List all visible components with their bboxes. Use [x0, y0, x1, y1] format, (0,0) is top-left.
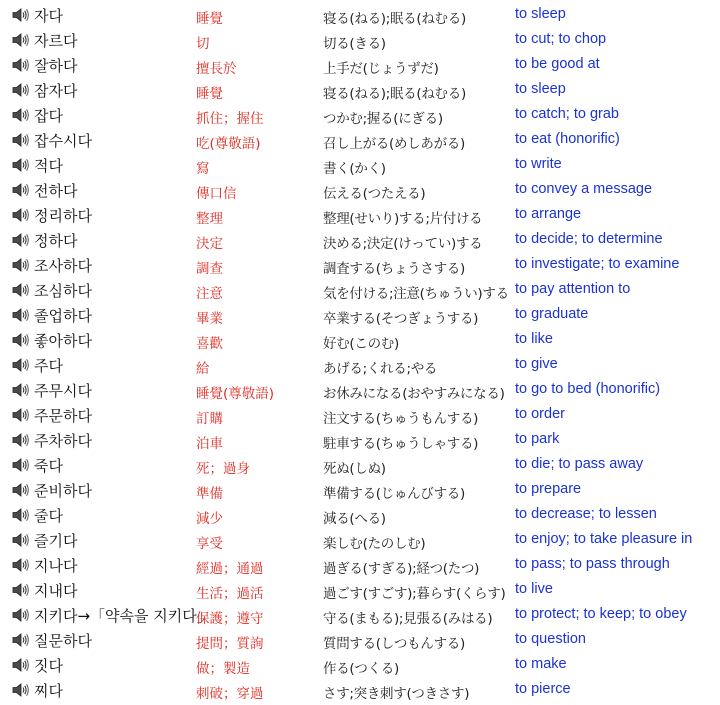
vocab-row-17 — [0, 403, 720, 428]
korean-word: 적다 — [34, 157, 63, 175]
english-meaning: to graduate — [515, 306, 589, 322]
hanja-word: 整理 — [196, 211, 223, 227]
english-meaning: to cut; to chop — [515, 31, 607, 47]
japanese-word: 質問する(しつもんする) — [323, 636, 465, 652]
speaker-icon[interactable] — [12, 658, 30, 672]
hanja-word: 寫 — [196, 161, 210, 177]
vocab-row-23 — [0, 553, 720, 578]
vocab-row-20 — [0, 478, 720, 503]
japanese-word: 切る(きる) — [323, 36, 386, 52]
vocab-row-25 — [0, 603, 720, 628]
hanja-word: 刺破；穿過 — [196, 686, 264, 702]
korean-word: 조심하다 — [34, 282, 92, 300]
japanese-word: 上手だ(じょうずだ) — [323, 61, 439, 77]
english-meaning: to live — [515, 581, 553, 597]
japanese-word: 卒業する(そつぎょうする) — [323, 311, 479, 327]
vocab-row-3 — [0, 53, 720, 78]
korean-word: 좋아하다 — [34, 332, 92, 350]
hanja-word: 給 — [196, 361, 210, 377]
hanja-word: 調查 — [196, 261, 223, 277]
korean-word: 졸업하다 — [34, 307, 92, 325]
japanese-word: あげる;くれる;やる — [323, 361, 438, 377]
japanese-word: 注文する(ちゅうもんする) — [323, 411, 479, 427]
vocab-row-4 — [0, 78, 720, 103]
korean-word: 지내다 — [34, 582, 78, 600]
speaker-icon[interactable] — [12, 83, 30, 97]
korean-word: 지나다 — [34, 557, 78, 575]
korean-word: 즐기다 — [34, 532, 78, 550]
speaker-icon[interactable] — [12, 308, 30, 322]
speaker-icon[interactable] — [12, 533, 30, 547]
vocab-row-27 — [0, 653, 720, 678]
korean-word: 잡다 — [34, 107, 63, 125]
english-meaning: to give — [515, 356, 558, 372]
vocab-row-6 — [0, 128, 720, 153]
english-meaning: to go to bed (honorific) — [515, 381, 661, 397]
japanese-word: 寝る(ねる);眠る(ねむる) — [323, 11, 466, 27]
korean-word: 죽다 — [34, 457, 63, 475]
hanja-word: 提問；質詢 — [196, 636, 264, 652]
korean-word: 잘하다 — [34, 57, 78, 75]
hanja-word: 訂購 — [196, 411, 223, 427]
english-meaning: to protect; to keep; to obey — [515, 606, 687, 622]
speaker-icon[interactable] — [12, 108, 30, 122]
hanja-word: 做；製造 — [196, 661, 250, 677]
japanese-word: 駐車する(ちゅうしゃする) — [323, 436, 479, 452]
speaker-icon[interactable] — [12, 458, 30, 472]
english-meaning: to enjoy; to take pleasure in — [515, 531, 693, 547]
korean-word: 잠자다 — [34, 82, 78, 100]
english-meaning: to investigate; to examine — [515, 256, 680, 272]
english-meaning: to decrease; to lessen — [515, 506, 657, 522]
hanja-word: 生活；過活 — [196, 586, 264, 602]
vocab-row-16 — [0, 378, 720, 403]
japanese-word: 作る(つくる) — [323, 661, 399, 677]
korean-word: 주차하다 — [34, 432, 92, 450]
korean-word: 정하다 — [34, 232, 78, 250]
hanja-word: 享受 — [196, 536, 223, 552]
english-meaning: to decide; to determine — [515, 231, 663, 247]
vocab-row-13 — [0, 303, 720, 328]
japanese-word: お休みになる(おやすみになる) — [323, 386, 505, 402]
japanese-word: 過ぎる(すぎる);経つ(たつ) — [323, 561, 480, 577]
speaker-icon[interactable] — [12, 683, 30, 697]
english-meaning: to question — [515, 631, 586, 647]
vocab-row-19 — [0, 453, 720, 478]
speaker-icon[interactable] — [12, 558, 30, 572]
japanese-word: 調査する(ちょうさする) — [323, 261, 465, 277]
speaker-icon[interactable] — [12, 633, 30, 647]
speaker-icon[interactable] — [12, 433, 30, 447]
hanja-word: 死；過身 — [196, 461, 250, 477]
english-meaning: to die; to pass away — [515, 456, 644, 472]
vocab-row-21 — [0, 503, 720, 528]
speaker-icon[interactable] — [12, 58, 30, 72]
vocab-row-24 — [0, 578, 720, 603]
speaker-icon[interactable] — [12, 158, 30, 172]
english-meaning: to eat (honorific) — [515, 131, 620, 147]
speaker-icon[interactable] — [12, 258, 30, 272]
english-meaning: to arrange — [515, 206, 582, 222]
speaker-icon[interactable] — [12, 333, 30, 347]
vocab-row-9 — [0, 203, 720, 228]
japanese-word: 召し上がる(めしあがる) — [323, 136, 465, 152]
hanja-word: 經過；通過 — [196, 561, 264, 577]
english-meaning: to sleep — [515, 81, 566, 97]
japanese-word: 過ごす(すごす);暮らす(くらす) — [323, 586, 506, 602]
english-meaning: to make — [515, 656, 567, 672]
korean-word: 지키다→「약속을 지키다」 — [34, 607, 212, 625]
japanese-word: 減る(へる) — [323, 511, 386, 527]
korean-word: 주무시다 — [34, 382, 92, 400]
hanja-word: 減少 — [196, 511, 223, 527]
vocabulary-list — [0, 3, 720, 703]
english-meaning: to convey a message — [515, 181, 653, 197]
speaker-icon[interactable] — [12, 358, 30, 372]
speaker-icon[interactable] — [12, 33, 30, 47]
vocab-row-5 — [0, 103, 720, 128]
speaker-icon[interactable] — [12, 208, 30, 222]
hanja-word: 吃(尊敬語) — [196, 136, 261, 152]
japanese-word: さす;突き刺す(つきさす) — [323, 686, 470, 702]
vocab-row-26 — [0, 628, 720, 653]
vocab-row-2 — [0, 28, 720, 53]
japanese-word: 死ぬ(しぬ) — [323, 461, 386, 477]
japanese-word: 書く(かく) — [323, 161, 386, 177]
korean-word: 질문하다 — [34, 632, 92, 650]
korean-word: 조사하다 — [34, 257, 92, 275]
hanja-word: 睡覺 — [196, 11, 223, 27]
korean-word: 주문하다 — [34, 407, 92, 425]
english-meaning: to order — [515, 406, 565, 422]
speaker-icon[interactable] — [12, 583, 30, 597]
english-meaning: to pay attention to — [515, 281, 631, 297]
speaker-icon[interactable] — [12, 8, 30, 22]
korean-word: 찌다 — [34, 682, 63, 700]
speaker-icon[interactable] — [12, 383, 30, 397]
japanese-word: 決める;決定(けってい)する — [323, 236, 483, 252]
korean-word: 자르다 — [34, 32, 78, 50]
english-meaning: to catch; to grab — [515, 106, 619, 122]
english-meaning: to write — [515, 156, 562, 172]
speaker-icon[interactable] — [12, 408, 30, 422]
japanese-word: 気を付ける;注意(ちゅうい)する — [323, 286, 509, 302]
vocab-row-18 — [0, 428, 720, 453]
speaker-icon[interactable] — [12, 508, 30, 522]
english-meaning: to be good at — [515, 56, 600, 72]
japanese-word: 整理(せいり)する;片付ける — [323, 211, 483, 227]
vocab-row-10 — [0, 228, 720, 253]
korean-word: 짓다 — [34, 657, 63, 675]
hanja-word: 抓住；握住 — [196, 111, 264, 127]
vocab-row-7 — [0, 153, 720, 178]
hanja-word: 睡覺 — [196, 86, 223, 102]
vocab-row-14 — [0, 328, 720, 353]
japanese-word: 寝る(ねる);眠る(ねむる) — [323, 86, 466, 102]
vocab-row-1 — [0, 3, 720, 28]
korean-word: 준비하다 — [34, 482, 92, 500]
korean-word: 전하다 — [34, 182, 78, 200]
english-meaning: to like — [515, 331, 553, 347]
speaker-icon[interactable] — [12, 483, 30, 497]
korean-word: 정리하다 — [34, 207, 92, 225]
hanja-word: 喜歡 — [196, 336, 223, 352]
hanja-word: 決定 — [196, 236, 223, 252]
english-meaning: to pierce — [515, 681, 571, 697]
hanja-word: 擅長於 — [196, 61, 237, 77]
japanese-word: 楽しむ(たのしむ) — [323, 536, 426, 552]
korean-word: 주다 — [34, 357, 63, 375]
japanese-word: 好む(このむ) — [323, 336, 399, 352]
hanja-word: 保護；遵守 — [196, 611, 264, 627]
english-meaning: to prepare — [515, 481, 582, 497]
english-meaning: to pass; to pass through — [515, 556, 670, 572]
japanese-word: 伝える(つたえる) — [323, 186, 426, 202]
vocab-row-15 — [0, 353, 720, 378]
vocab-row-8 — [0, 178, 720, 203]
korean-word: 잡수시다 — [34, 132, 92, 150]
japanese-word: 守る(まもる);見張る(みはる) — [323, 611, 493, 627]
vocab-row-28 — [0, 678, 720, 703]
speaker-icon[interactable] — [12, 133, 30, 147]
japanese-word: 準備する(じゅんびする) — [323, 486, 465, 502]
english-meaning: to park — [515, 431, 560, 447]
hanja-word: 泊車 — [196, 436, 223, 452]
korean-word: 자다 — [34, 7, 63, 25]
speaker-icon[interactable] — [12, 233, 30, 247]
hanja-word: 傳口信 — [196, 186, 237, 202]
hanja-word: 注意 — [196, 286, 223, 302]
hanja-word: 準備 — [196, 486, 223, 502]
english-meaning: to sleep — [515, 6, 566, 22]
japanese-word: つかむ;握る(にぎる) — [323, 111, 443, 127]
speaker-icon[interactable] — [12, 608, 30, 622]
hanja-word: 睡覺(尊敬語) — [196, 386, 275, 402]
speaker-icon[interactable] — [12, 283, 30, 297]
vocab-row-12 — [0, 278, 720, 303]
vocab-row-22 — [0, 528, 720, 553]
hanja-word: 切 — [196, 36, 210, 52]
vocab-row-11 — [0, 253, 720, 278]
hanja-word: 畢業 — [196, 311, 223, 327]
speaker-icon[interactable] — [12, 183, 30, 197]
korean-word: 줄다 — [34, 507, 63, 525]
